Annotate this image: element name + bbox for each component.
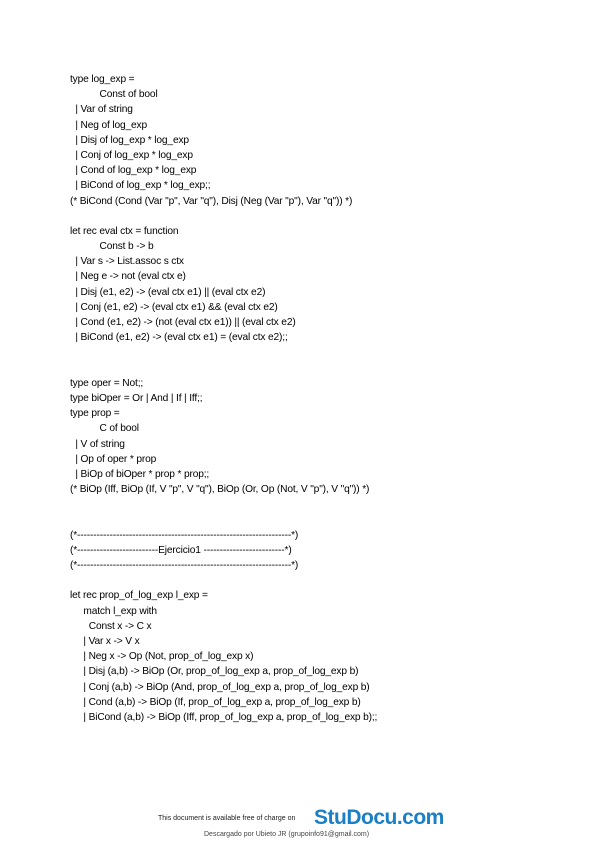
code-line: | Cond of log_exp * log_exp <box>70 165 197 177</box>
code-line: | Neg of log_exp <box>70 119 147 131</box>
code-line: match l_exp with <box>70 605 157 617</box>
code-line: | Neg x -> Op (Not, prop_of_log_exp x) <box>70 651 254 663</box>
code-line: (*-------------------------Ejercicio1 -------------------------*) <box>70 544 292 556</box>
code-line: type prop = <box>70 408 120 420</box>
code-line: let rec eval ctx = function <box>70 225 179 237</box>
code-line: | Cond (a,b) -> BiOp (If, prop_of_log_exp a, prop_of_log_exp b) <box>70 696 361 708</box>
code-line: | Var s -> List.assoc s ctx <box>70 256 184 268</box>
code-line: | BiCond (a,b) -> BiOp (Iff, prop_of_log_exp a, prop_of_log_exp b);; <box>70 711 378 723</box>
code-line: (*------------------------------------------------------------------*) <box>70 560 299 571</box>
code-line: | Conj of log_exp * log_exp <box>70 149 193 161</box>
code-line: type biOper = Or | And | If | Iff;; <box>70 392 203 404</box>
blank-line <box>70 497 570 512</box>
code-section <box>70 376 570 498</box>
blank-line <box>70 345 570 360</box>
code-line: type oper = Not;; <box>70 377 144 389</box>
code-line: | Disj (a,b) -> BiOp (Or, prop_of_log_exp a, prop_of_log_exp b) <box>70 666 359 678</box>
code-listing <box>70 72 570 725</box>
code-line: | Conj (a,b) -> BiOp (And, prop_of_log_exp a, prop_of_log_exp b) <box>70 681 370 693</box>
code-line: let rec prop_of_log_exp l_exp = <box>70 590 208 602</box>
code-line: C of bool <box>70 423 139 435</box>
blank-line <box>70 361 570 376</box>
code-line: | Neg e -> not (eval ctx e) <box>70 271 186 283</box>
code-line: type log_exp = <box>70 74 135 85</box>
code-line: | Cond (e1, e2) -> (not (eval ctx e1)) || (eval ctx e2) <box>70 317 296 328</box>
code-line: Const x -> C x <box>70 620 152 632</box>
code-line: | Conj (e1, e2) -> (eval ctx e1) && (eval ctx e2) <box>70 301 278 313</box>
studocu-logo[interactable]: StuDocu.com <box>314 806 444 829</box>
code-section <box>70 588 570 725</box>
code-line: Const b -> b <box>70 241 154 253</box>
code-line: Const of bool <box>70 89 158 101</box>
code-section <box>70 528 570 574</box>
code-line: (*------------------------------------------------------------------*) <box>70 529 299 541</box>
code-line: | V of string <box>70 438 125 450</box>
blank-line <box>70 209 570 224</box>
code-line: | BiOp of biOper * prop * prop;; <box>70 468 210 480</box>
code-line: | BiCond (e1, e2) -> (eval ctx e1) = (eval ctx e2);; <box>70 332 288 344</box>
code-line: | Disj of log_exp * log_exp <box>70 134 189 146</box>
code-line: | Disj (e1, e2) -> (eval ctx e1) || (eval ctx e2) <box>70 286 266 298</box>
code-line: | BiCond of log_exp * log_exp;; <box>70 180 211 192</box>
page-footer <box>0 806 600 848</box>
blank-line <box>70 512 570 527</box>
code-line: (* BiOp (Iff, BiOp (If, V "p", V "q"), BiOp (Or, Op (Not, V "p"), V "q")) *) <box>70 484 370 496</box>
code-line: (* BiCond (Cond (Var "p", Var "q"), Disj (Neg (Var "p"), Var "q")) *) <box>70 195 353 207</box>
code-line: | Var of string <box>70 104 133 116</box>
download-attribution: Descargado por Ubieto JR (grupoinfo91@gmail.com) <box>204 831 370 838</box>
free-availability-note: This document is available free of charge on <box>158 815 296 822</box>
code-section <box>70 72 570 209</box>
blank-line <box>70 573 570 588</box>
code-line: | Var x -> V x <box>70 635 140 647</box>
code-section <box>70 224 570 346</box>
code-line: | Op of oper * prop <box>70 453 157 465</box>
